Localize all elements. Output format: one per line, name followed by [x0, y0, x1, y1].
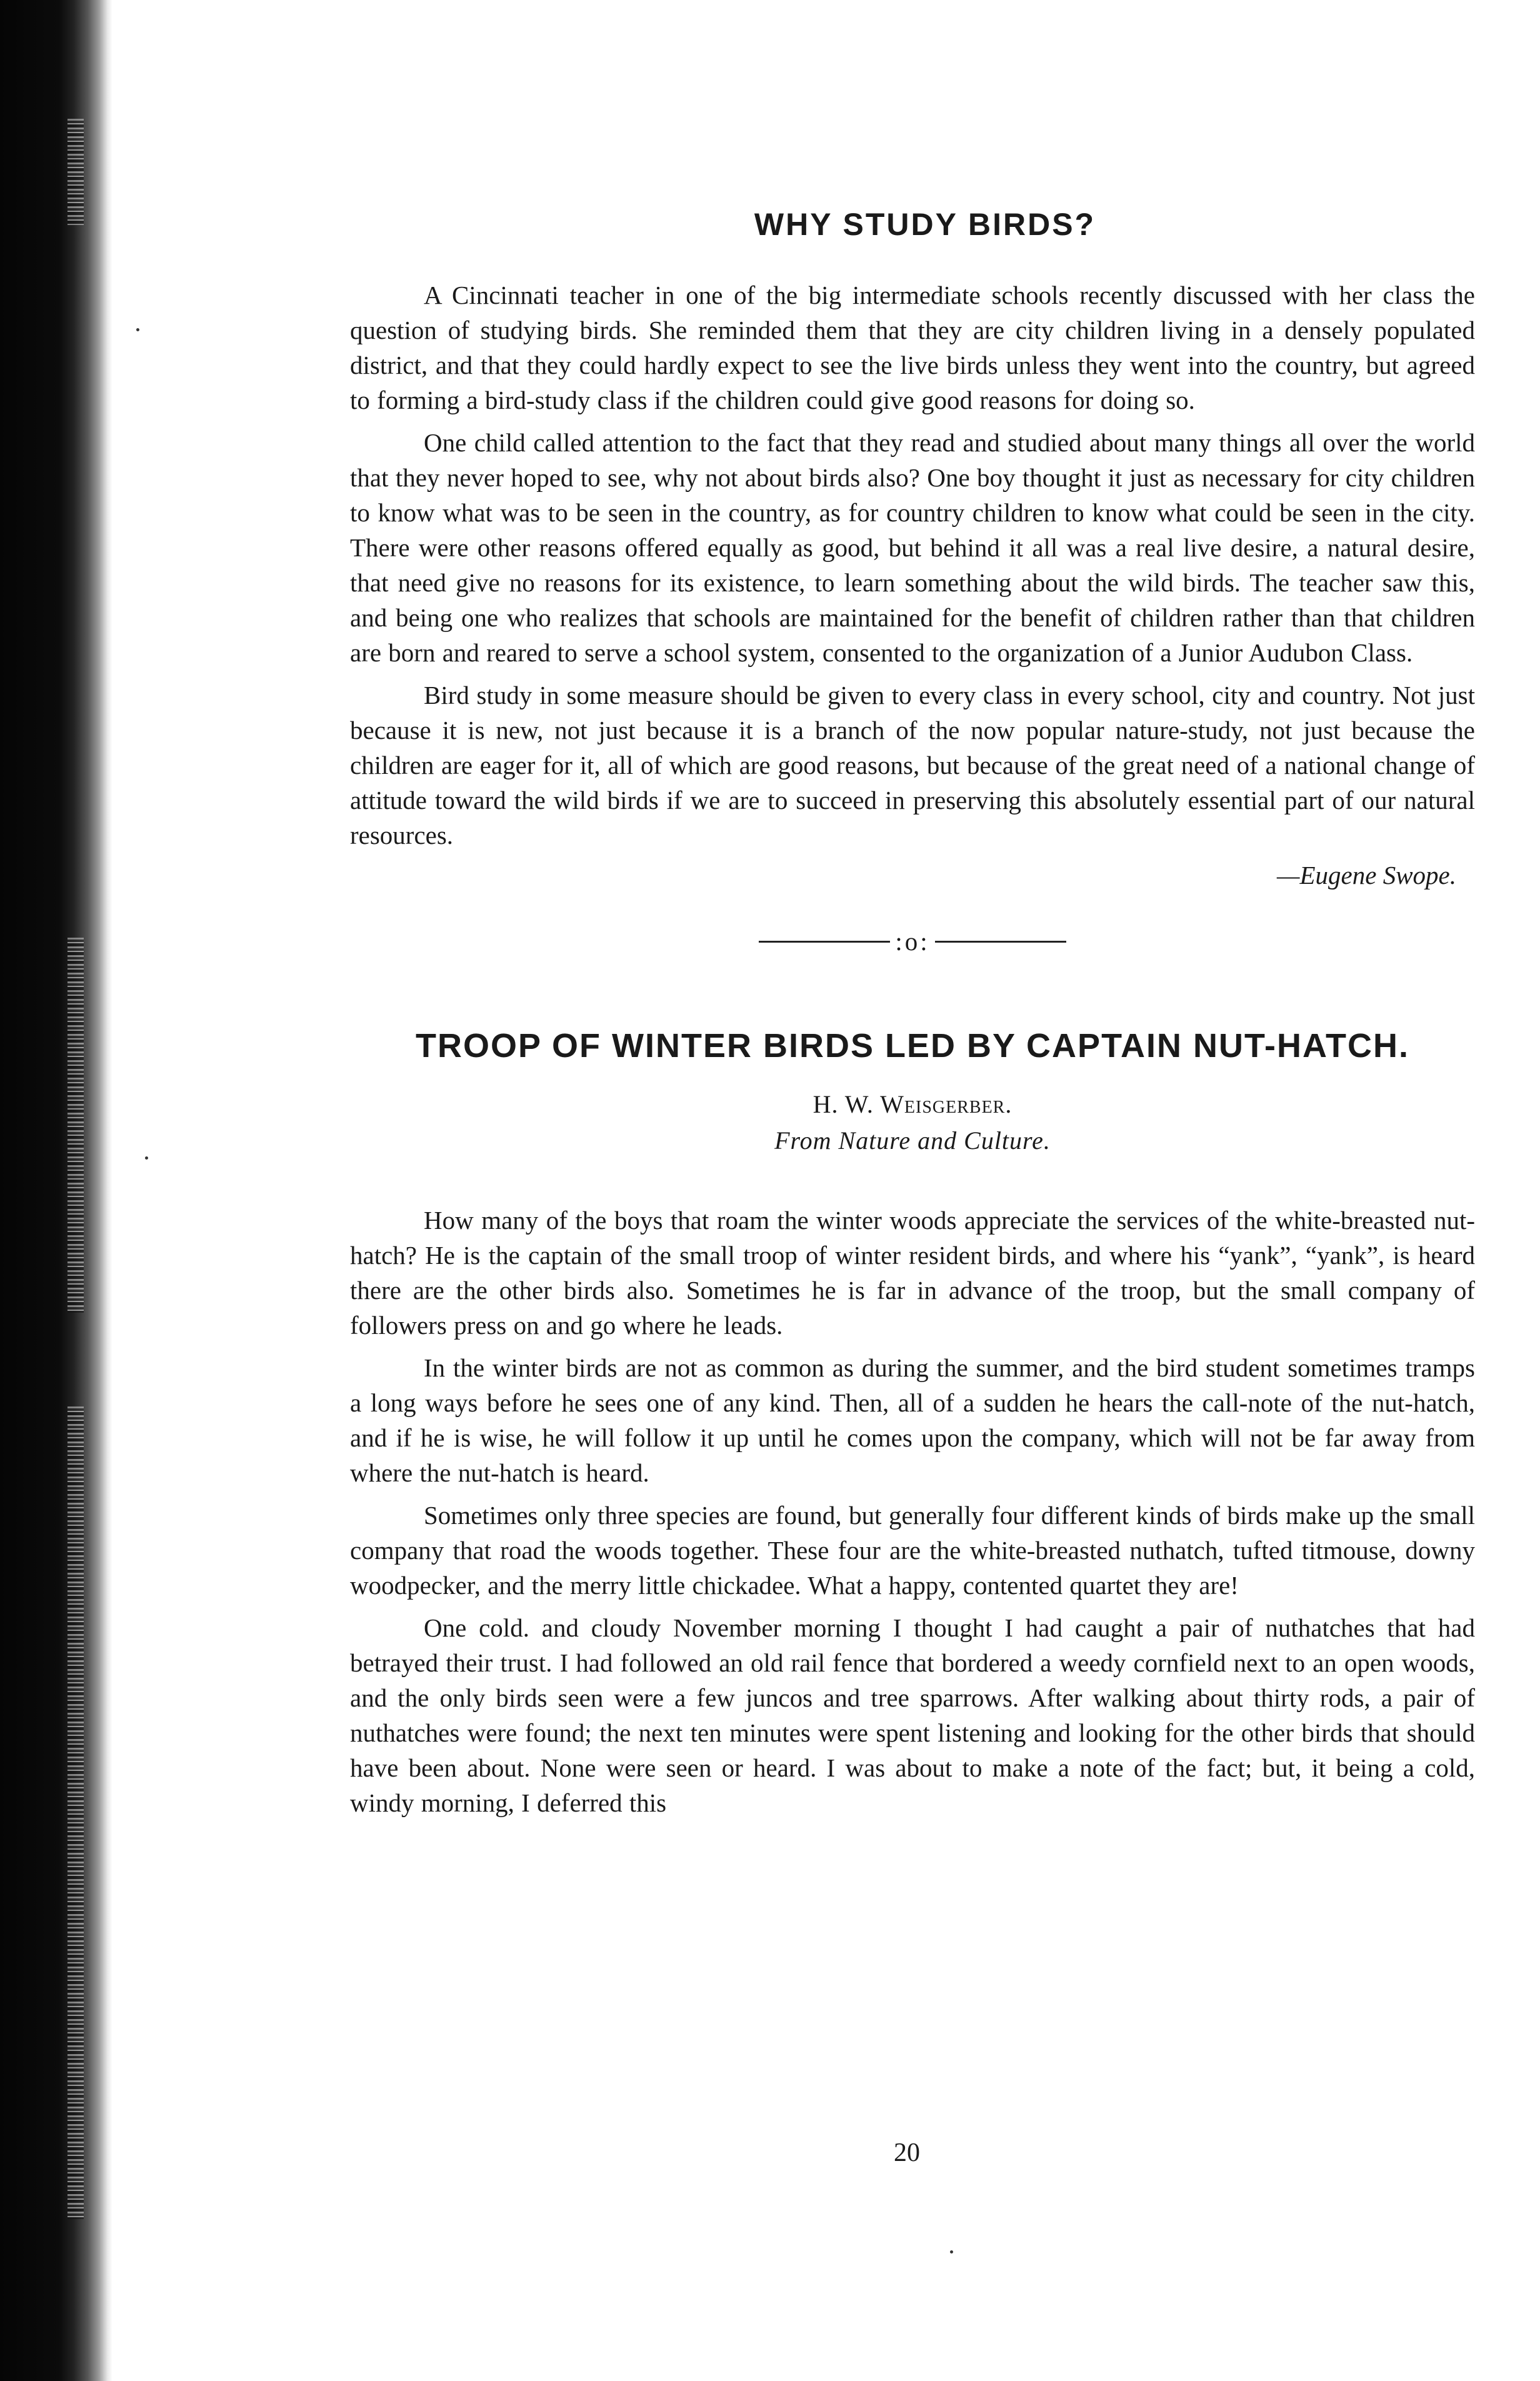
article1-paragraph: One child called attention to the fact that they read and studied about many things all over the world that they never hoped to see, why not about birds also? One boy thought it just as necessary for city children to know what was to be seen in the country, as for country children to know what could be seen in the city. There were other reasons offered equally as good, but behind it all was a real live desire, a natural desire, that need give no reasons for its existence, to learn something about the wild birds. The teacher saw this, and being one who realizes that schools are maintained for the benefit of children rather than that children are born and reared to serve a school system, consented to the organization of a Junior Audubon Class. — [350, 428, 1475, 667]
binding-texture — [68, 1406, 84, 2219]
article2-paragraph: Sometimes only three species are found, but generally four different kinds of birds make up the small company that road the woods together. These four are the white-breasted nuthatch, tufted titmouse, downy woodpecker, and the merry little chickadee. What a happy, contented quartet they are! — [350, 1501, 1475, 1600]
scan-speck — [950, 2250, 953, 2253]
article2-paragraph: How many of the boys that roam the winter woods appreciate the services of the white-breasted nut-hatch? He is the captain of the small troop of winter resident birds, and where his “yank”, “yank”, is heard there are the other birds also. Sometimes he is far in advance of the troop, but the small company of followers press on and go where he leads. — [350, 1206, 1475, 1340]
page-content — [350, 206, 1475, 1828]
binding-texture — [68, 119, 84, 225]
scan-speck — [145, 1156, 148, 1160]
article-title-troop-of-winter-birds: TROOP OF WINTER BIRDS LED BY CAPTAIN NUT-HATCH. — [416, 1027, 1409, 1065]
binding-texture — [68, 938, 84, 1313]
section-divider — [350, 926, 1475, 956]
page-number: 20 — [894, 2138, 920, 2167]
article-title-why-study-birds: WHY STUDY BIRDS? — [754, 207, 1096, 242]
divider-rule-right — [935, 941, 1066, 943]
divider-rule-left — [759, 941, 890, 943]
article1-paragraph: A Cincinnati teacher in one of the big intermediate schools recently discussed with her class the question of studying birds. She reminded them that they are city children living in a densely populated district, and that they could hardly expect to see the live birds unless they went into the country, but agreed to forming a bird-study class if the children could give good reasons for doing so. — [350, 281, 1475, 414]
article2-author: H. W. Weisgerber. — [812, 1090, 1012, 1118]
article2-paragraph: In the winter birds are not as common as during the summer, and the bird student sometimes tramps a long ways before he sees one of any kind. Then, all of a sudden he hears the call-note of the nut-hatch, and if he is wise, he will follow it up until he comes upon the company, which will not be far away from where the nut-hatch is heard. — [350, 1353, 1475, 1487]
article2-source: From Nature and Culture. — [774, 1126, 1051, 1155]
page-binding-edge — [0, 0, 112, 2381]
scan-speck — [136, 328, 139, 331]
article1-signature: —Eugene Swope. — [1277, 861, 1456, 890]
article2-paragraph: One cold. and cloudy November morning I thought I had caught a pair of nuthatches that had betrayed their trust. I had followed an old rail fence that bordered a weedy cornfield next to an open woods, and the only birds seen were a few juncos and tree sparrows. After walking about thirty rods, a pair of nuthatches were found; the next ten minutes were spent listening and looking for the other birds that should have been about. None were seen or heard. I was about to make a note of the fact; but, it being a cold, windy morning, I deferred this — [350, 1613, 1475, 1817]
divider-mark: :o: — [895, 927, 930, 956]
article1-paragraph: Bird study in some measure should be given to every class in every school, city and country. Not just because it is new, not just because it is a branch of the now popular nature-study, not just because the children are eager for it, all of which are good reasons, but because of the great need of a national change of attitude toward the wild birds if we are to succeed in preserving this absolutely essential part of our natural resources. — [350, 681, 1475, 850]
